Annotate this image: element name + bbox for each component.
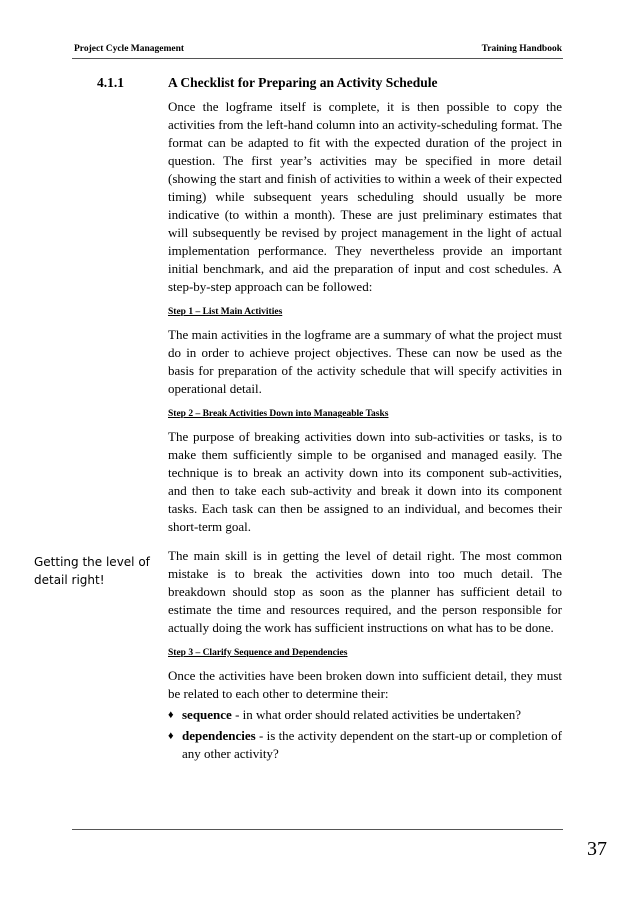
intro-paragraph: Once the logframe itself is complete, it is then possible to copy the activities from the left-hand column into an activity-scheduling format. The format can be adapted to fit with the expected duration of the project in question. The first year’s activities may be specified in more detail (showing the start and finish of activities to within a week of their expected timing) while subsequent years scheduling should usually be more indicative (to within a month). These are just preliminary estimates that will subsequently be revised by project management in the light of actual implementation performance. They nevertheless provide an important initial benchmark, and aid the preparation of input and cost schedules. A step-by-step approach can be followed: [168,99,562,294]
bullet-description: - is the activity dependent on the start-up or completion of any other activity? [182,728,562,761]
step-1-paragraph: The main activities in the logframe are a summary of what the project must do in order to achieve project objectives. These can now be used as the basis for preparation of the activity schedule that will specify activities in operational detail. [168,327,562,396]
bullet-item-dependencies [168,727,562,763]
bullet-text [182,727,562,763]
bullet-item-sequence [168,706,562,724]
step-2-heading: Step 2 – Break Activities Down into Manageable Tasks [168,409,389,419]
margin-note: Getting the level of detail right! [34,555,150,587]
running-header-left: Project Cycle Management [74,44,185,54]
step-2-paragraph-1: The purpose of breaking activities down into sub-activities or tasks, is to make them sufficiently simple to be organised and managed easily. The technique is to break an activity down into its component sub-activities, and then to take each sub-activity and break it down into its component tasks. Each task can then be assigned to an individual, and becomes their short-term goal. [168,429,562,534]
footer-rule [72,829,563,830]
bullet-description: - in what order should related activities be undertaken? [231,707,521,722]
section-title: A Checklist for Preparing an Activity Schedule [168,75,438,90]
page-number: 37 [587,838,607,860]
step-3-paragraph: Once the activities have been broken down into sufficient detail, they must be related to each other to determine their: [168,668,562,701]
section-number: 4.1.1 [97,75,124,90]
diamond-bullet-icon: ♦ [168,730,174,742]
step-1-heading: Step 1 – List Main Activities [168,307,283,317]
running-header-right: Training Handbook [481,44,562,54]
bullet-term: dependencies [182,728,256,743]
paragraph-gap [168,536,562,547]
step-3-heading: Step 3 – Clarify Sequence and Dependencies [168,648,348,658]
step-2-paragraph-2: The main skill is in getting the level of detail right. The most common mistake is to break the activities down into too much detail. The breakdown should stop as soon as the planner has sufficient detail to estimate the time and resources required, and the person responsible for actually doing the work has sufficient instructions on what has to be done. [168,548,562,635]
bullet-text [182,706,562,724]
header-rule [72,58,563,59]
diamond-bullet-icon: ♦ [168,709,174,721]
body-column [168,98,562,763]
bullet-term: sequence [182,707,232,722]
